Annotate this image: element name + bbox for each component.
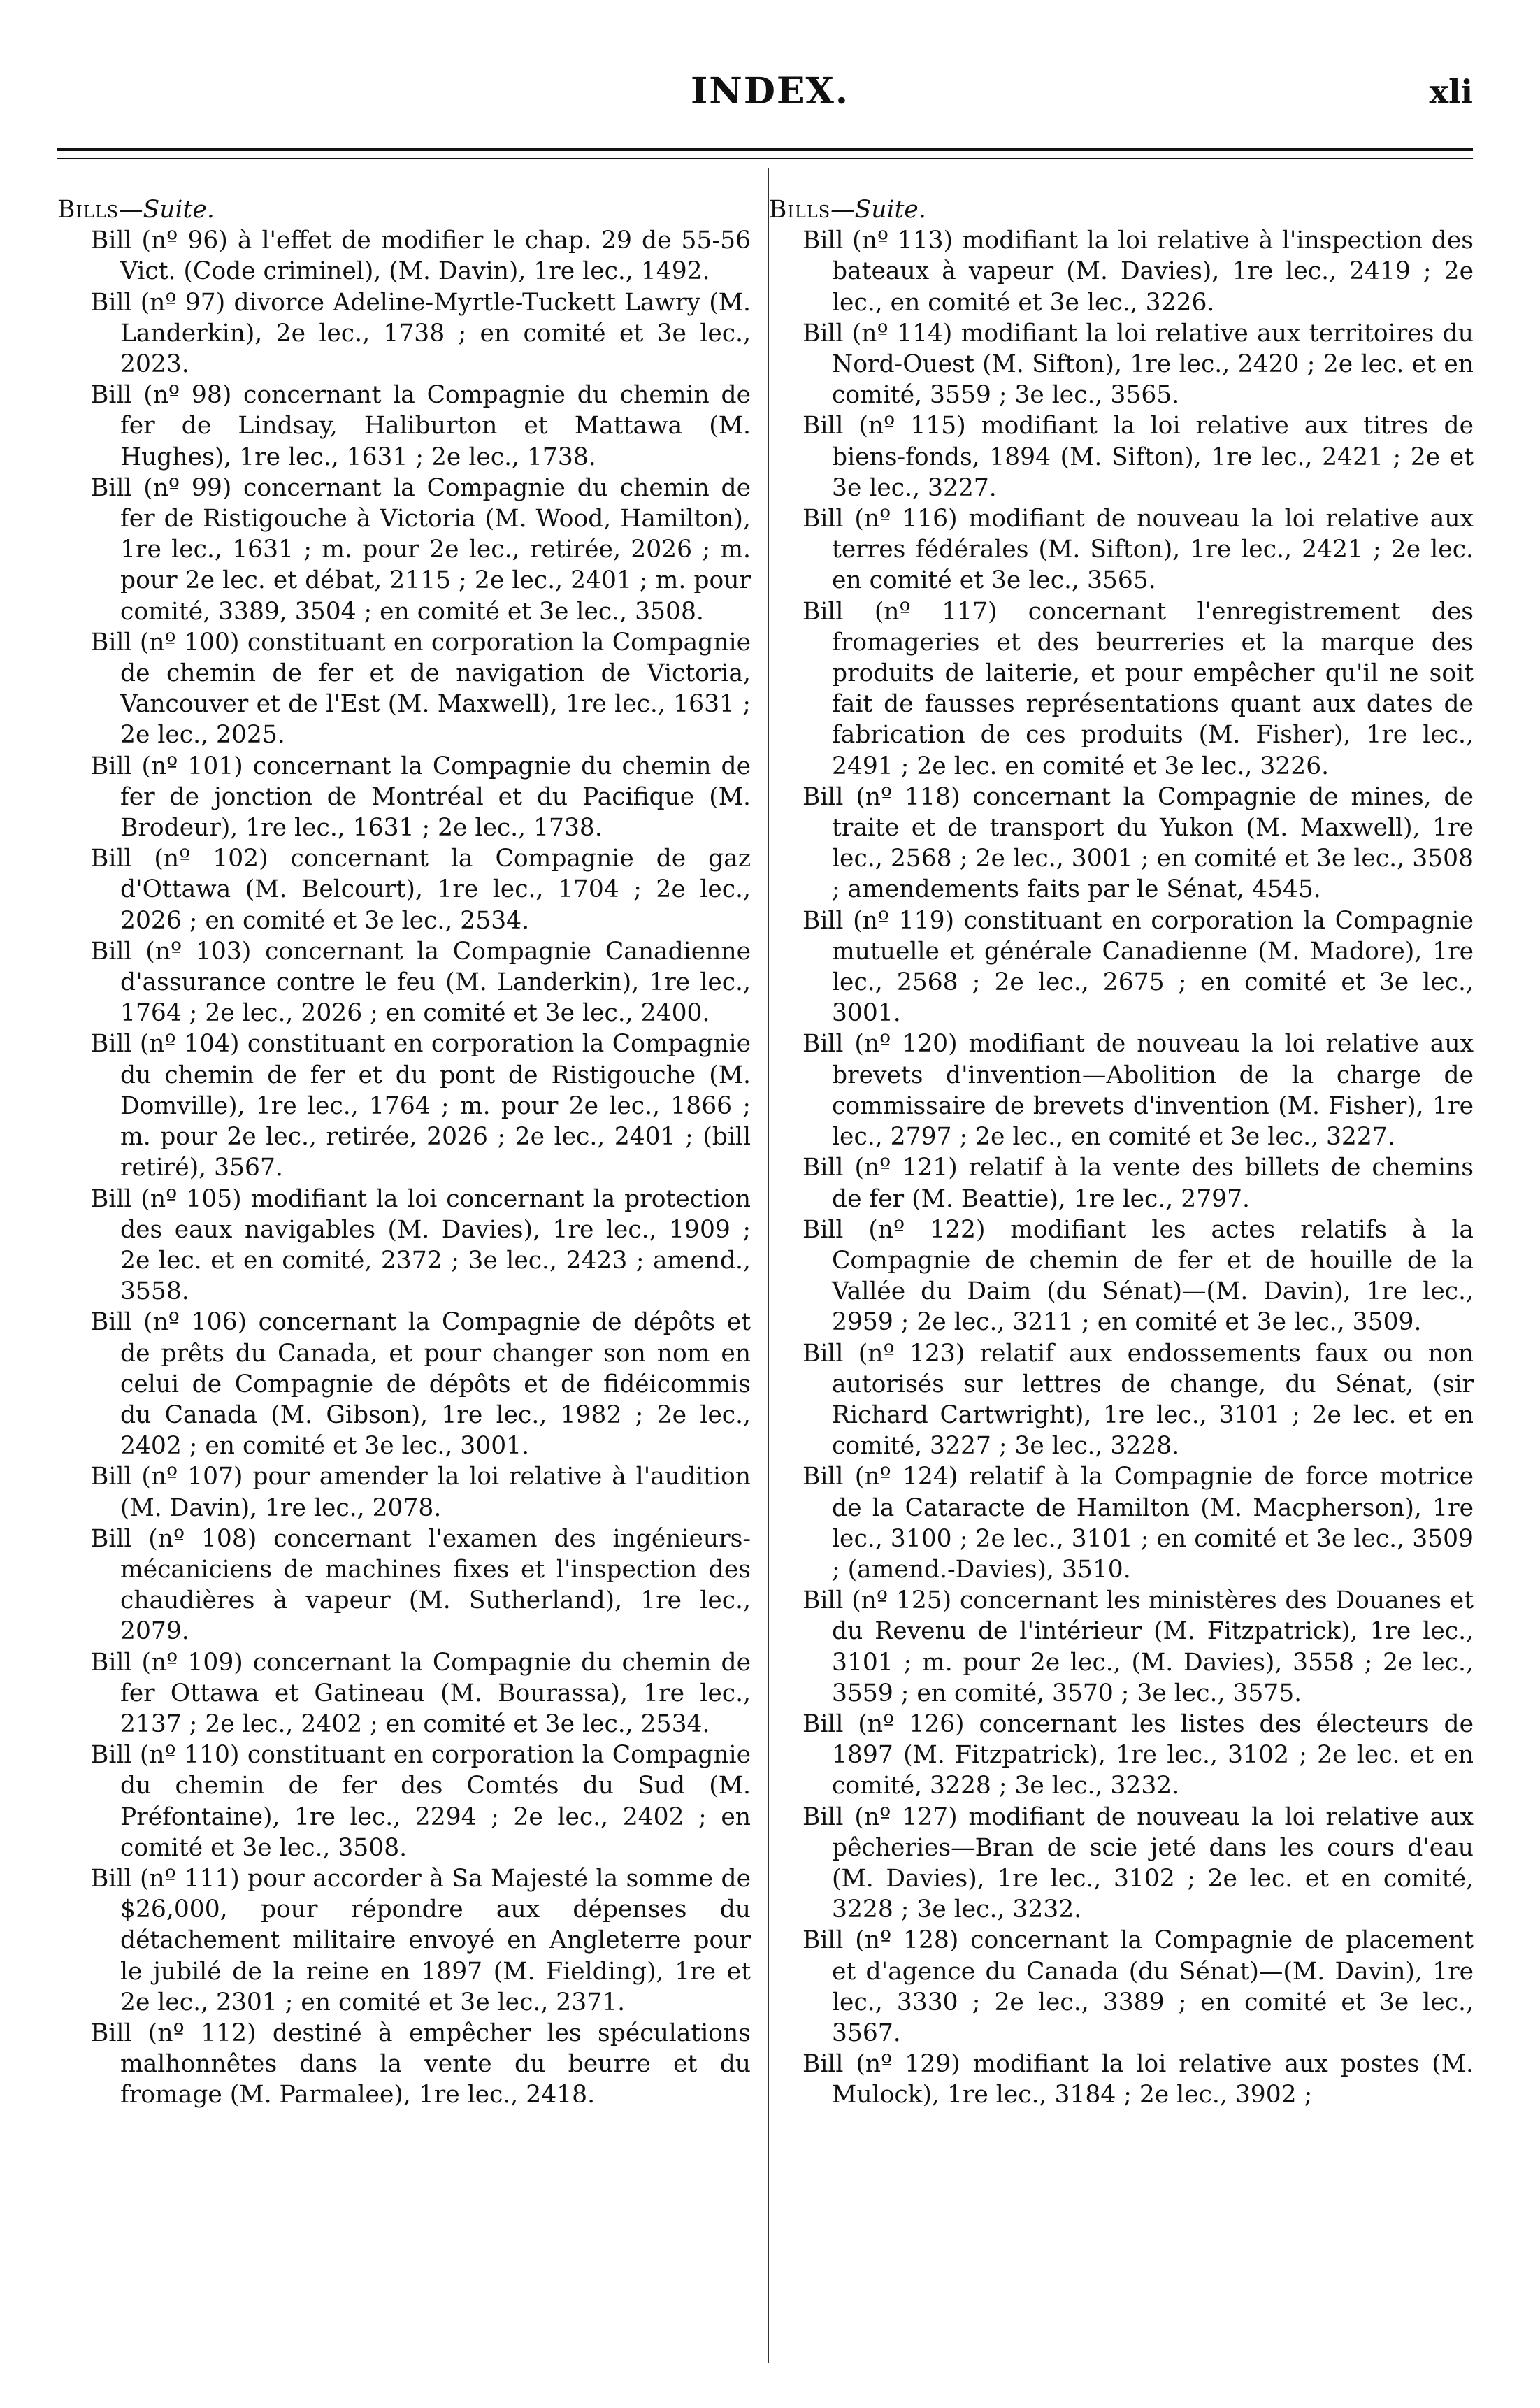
- column-divider: [768, 168, 769, 2363]
- index-entry: Bill (nº 118) concernant la Compagnie de mines, de traite et de transport du Yukon (M. Maxwell), 1re lec., 2568 ; 2e lec., 3001 ; en comité et 3e lec., 3508 ; amendements faits par le Sénat, 4545.: [803, 782, 1474, 904]
- index-entry: Bill (nº 121) relatif à la vente des billets de chemins de fer (M. Beattie), 1re lec., 2797.: [803, 1154, 1474, 1213]
- index-entry: Bill (nº 122) modifiant les actes relatifs à la Compagnie de chemin de fer et de houille de la Vallée du Daim (du Sénat)—(M. Davin), 1re lec., 2959 ; 2e lec., 3211 ; en comité et 3e lec., 3509.: [803, 1215, 1474, 1337]
- index-entry: Bill (nº 128) concernant la Compagnie de placement et d'agence du Canada (du Sénat)—(M. Davin), 1re lec., 3330 ; 2e lec., 3389 ; en comité et 3e lec., 3567.: [803, 1926, 1474, 2047]
- index-entry: Bill (nº 119) constituant en corporation la Compagnie mutuelle et générale Canadienne (M. Madore), 1re lec., 2568 ; 2e lec., 2675 ; en comité et 3e lec., 3001.: [803, 906, 1474, 1028]
- index-entry: Bill (nº 103) concernant la Compagnie Canadienne d'assurance contre le feu (M. Landerkin), 1re lec., 1764 ; 2e lec., 2026 ; en comité et 3e lec., 2400.: [91, 937, 751, 1028]
- left-column: [57, 194, 751, 2111]
- entry-list: [803, 225, 1474, 2110]
- page-header: [0, 0, 1540, 140]
- index-entry: Bill (nº 113) modifiant la loi relative à l'inspection des bateaux à vapeur (M. Davies), 1re lec., 2419 ; 2e lec., en comité et 3e lec., 3226.: [803, 227, 1474, 317]
- index-entry: Bill (nº 110) constituant en corporation la Compagnie du chemin de fer des Comtés du Sud (M. Préfontaine), 1re lec., 2294 ; 2e lec., 2402 ; en comité et 3e lec., 3508.: [91, 1741, 751, 1862]
- index-entry: Bill (nº 101) concernant la Compagnie du chemin de fer de jonction de Montréal et du Pacifique (M. Brodeur), 1re lec., 1631 ; 2e lec., 1738.: [91, 752, 751, 843]
- index-entry: Bill (nº 123) relatif aux endossements faux ou non autorisés sur lettres de change, du Sénat, (sir Richard Cartwright), 1re lec., 3101 ; 2e lec. et en comité, 3227 ; 3e lec., 3228.: [803, 1339, 1474, 1461]
- index-entry: Bill (nº 96) à l'effet de modifier le chap. 29 de 55-56 Vict. (Code criminel), (M. Davin), 1re lec., 1492.: [91, 227, 751, 286]
- header-rule-thin: [57, 158, 1473, 159]
- index-entry: Bill (nº 98) concernant la Compagnie du chemin de fer de Lindsay, Haliburton et Mattawa (M. Hughes), 1re lec., 1631 ; 2e lec., 1738.: [91, 381, 751, 471]
- section-heading-sub: —Suite.: [830, 196, 926, 224]
- index-entry: Bill (nº 129) modifiant la loi relative aux postes (M. Mulock), 1re lec., 3184 ; 2e lec., 3902 ;: [803, 2050, 1474, 2109]
- index-entry: Bill (nº 97) divorce Adeline-Myrtle-Tuckett Lawry (M. Landerkin), 2e lec., 1738 ; en comité et 3e lec., 2023.: [91, 288, 751, 379]
- index-entry: Bill (nº 125) concernant les ministères des Douanes et du Revenu de l'intérieur (M. Fitzpatrick), 1re lec., 3101 ; m. pour 2e lec., (M. Davies), 3558 ; 2e lec., 3559 ; en comité, 3570 ; 3e lec., 3575.: [803, 1586, 1474, 1707]
- index-entry: Bill (nº 116) modifiant de nouveau la loi relative aux terres fédérales (M. Sifton), 1re lec., 2421 ; 2e lec. en comité et 3e lec., 3565.: [803, 505, 1474, 595]
- index-entry: Bill (nº 115) modifiant la loi relative aux titres de biens-fonds, 1894 (M. Sifton), 1re lec., 2421 ; 2e et 3e lec., 3227.: [803, 412, 1474, 502]
- index-entry: Bill (nº 117) concernant l'enregistrement des fromageries et des beurreries et la marque des produits de laiterie, et pour empêcher qu'il ne soit fait de fausses représentations quant aux dates de fabrication de ces produits (M. Fisher), 1re lec., 2491 ; 2e lec. en comité et 3e lec., 3226.: [803, 597, 1474, 780]
- index-entry: Bill (nº 107) pour amender la loi relative à l'audition (M. Davin), 1re lec., 2078.: [91, 1463, 751, 1522]
- index-entry: Bill (nº 106) concernant la Compagnie de dépôts et de prêts du Canada, et pour changer son nom en celui de Compagnie de dépôts et de fidéicommis du Canada (M. Gibson), 1re lec., 1982 ; 2e lec., 2402 ; en comité et 3e lec., 3001.: [91, 1308, 751, 1461]
- page-title: INDEX.: [690, 70, 850, 113]
- index-entry: Bill (nº 104) constituant en corporation la Compagnie du chemin de fer et du pont de Ristigouche (M. Domville), 1re lec., 1764 ; m. pour 2e lec., 1866 ; m. pour 2e lec., retirée, 2026 ; 2e lec., 2401 ; (bill retiré), 3567.: [91, 1030, 751, 1182]
- index-entry: Bill (nº 126) concernant les listes des électeurs de 1897 (M. Fitzpatrick), 1re lec., 3102 ; 2e lec. et en comité, 3228 ; 3e lec., 3232.: [803, 1710, 1474, 1800]
- index-entry: Bill (nº 112) destiné à empêcher les spéculations malhonnêtes dans la vente du beurre et du fromage (M. Parmalee), 1re lec., 2418.: [91, 2019, 751, 2109]
- section-heading: [769, 194, 1474, 225]
- index-entry: Bill (nº 120) modifiant de nouveau la loi relative aux brevets d'invention—Abolition de la charge de commissaire de brevets d'invention (M. Fisher), 1re lec., 2797 ; 2e lec., en comité et 3e lec., 3227.: [803, 1030, 1474, 1152]
- index-entry: Bill (nº 124) relatif à la Compagnie de force motrice de la Cataracte de Hamilton (M. Macpherson), 1re lec., 3100 ; 2e lec., 3101 ; en comité et 3e lec., 3509 ; (amend.-Davies), 3510.: [803, 1463, 1474, 1584]
- index-entry: Bill (nº 111) pour accorder à Sa Majesté la somme de $26,000, pour répondre aux dépenses du détachement militaire envoyé en Angleterre pour le jubilé de la reine en 1897 (M. Fielding), 1re et 2e lec., 2301 ; en comité et 3e lec., 2371.: [91, 1864, 751, 2016]
- index-entry: Bill (nº 108) concernant l'examen des ingénieurs-mécaniciens de machines fixes et l'inspection des chaudières à vapeur (M. Sutherland), 1re lec., 2079.: [91, 1524, 751, 1646]
- index-entry: Bill (nº 109) concernant la Compagnie du chemin de fer Ottawa et Gatineau (M. Bourassa), 1re lec., 2137 ; 2e lec., 2402 ; en comité et 3e lec., 2534.: [91, 1648, 751, 1738]
- index-entry: Bill (nº 102) concernant la Compagnie de gaz d'Ottawa (M. Belcourt), 1re lec., 1704 ; 2e lec., 2026 ; en comité et 3e lec., 2534.: [91, 845, 751, 935]
- entry-list: [91, 225, 751, 2110]
- section-heading-main: Bills: [769, 196, 831, 224]
- header-rule-thick: [57, 148, 1473, 151]
- index-entry: Bill (nº 127) modifiant de nouveau la loi relative aux pêcheries—Bran de scie jeté dans les cours d'eau (M. Davies), 1re lec., 3102 ; 2e lec. et en comité, 3228 ; 3e lec., 3232.: [803, 1803, 1474, 1924]
- right-column: [769, 194, 1474, 2111]
- section-heading-main: Bills: [57, 196, 120, 224]
- section-heading: [57, 194, 751, 225]
- index-entry: Bill (nº 100) constituant en corporation la Compagnie de chemin de fer et de navigation de Victoria, Vancouver et de l'Est (M. Maxwell), 1re lec., 1631 ; 2e lec., 2025.: [91, 628, 751, 750]
- page-number: xli: [1429, 73, 1473, 110]
- index-entry: Bill (nº 99) concernant la Compagnie du chemin de fer de Ristigouche à Victoria (M. Wood, Hamilton), 1re lec., 1631 ; m. pour 2e lec., retirée, 2026 ; m. pour 2e lec. et débat, 2115 ; 2e lec., 2401 ; m. pour comité, 3389, 3504 ; en comité et 3e lec., 3508.: [91, 473, 751, 626]
- index-entry: Bill (nº 105) modifiant la loi concernant la protection des eaux navigables (M. Davies), 1re lec., 1909 ; 2e lec. et en comité, 2372 ; 3e lec., 2423 ; amend., 3558.: [91, 1184, 751, 1306]
- section-heading-sub: —Suite.: [119, 196, 215, 224]
- index-entry: Bill (nº 114) modifiant la loi relative aux territoires du Nord-Ouest (M. Sifton), 1re lec., 2420 ; 2e lec. et en comité, 3559 ; 3e lec., 3565.: [803, 319, 1474, 410]
